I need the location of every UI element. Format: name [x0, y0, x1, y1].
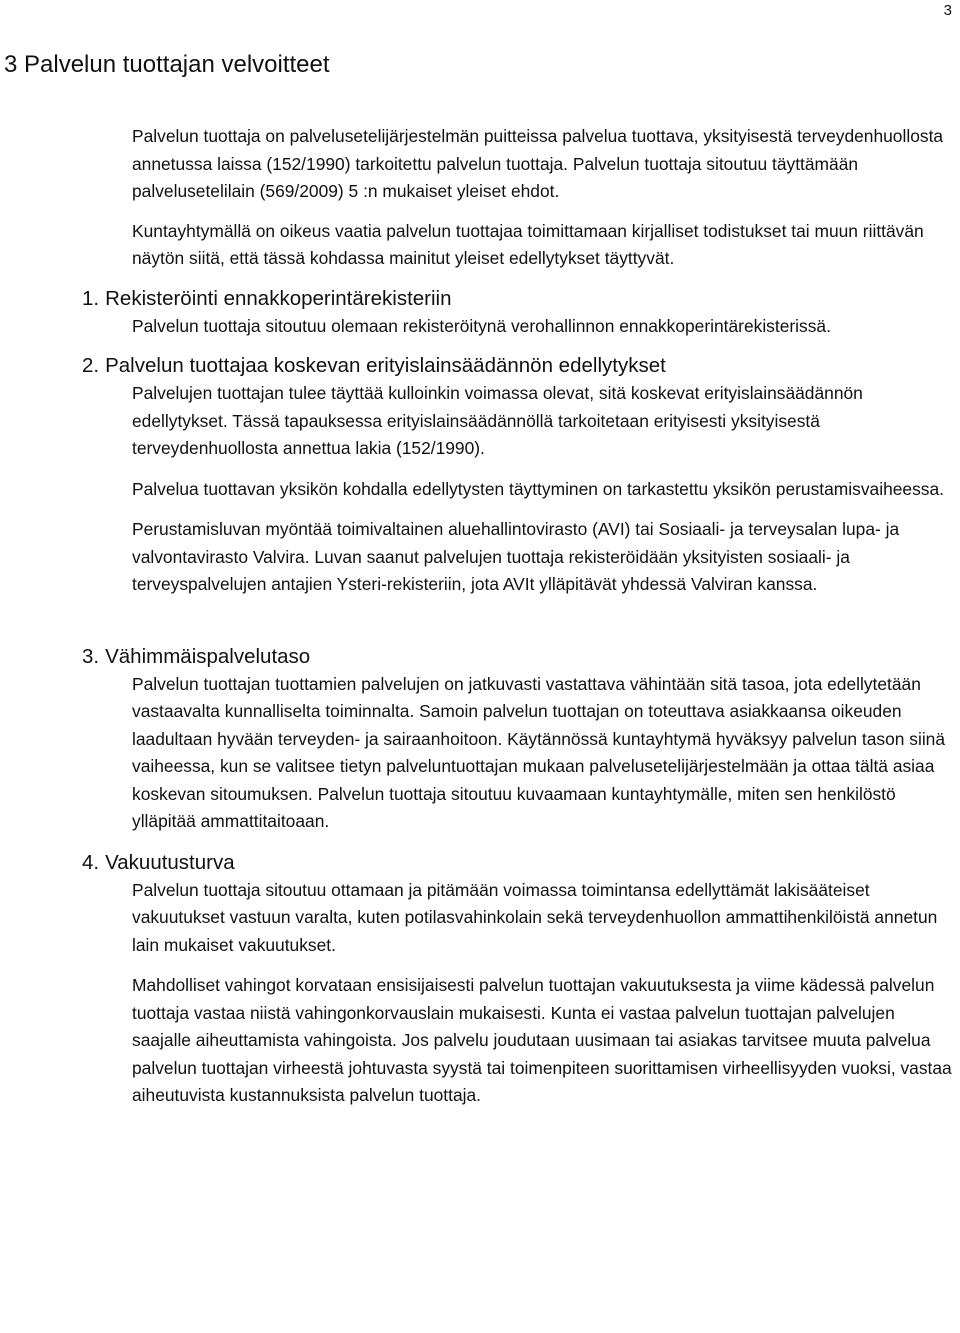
section-1 — [82, 285, 958, 341]
section-heading — [82, 352, 908, 380]
section-paragraph: Perustamisluvan myöntää toimivaltainen aluehallintovirasto (AVI) tai Sosiaali- ja terveysalan lupa- ja valvontavirasto Valvira. Luvan saanut palvelujen tuottaja rekisteröidään yksityisten sosiaali- ja terveyspalvelujen antajien Ysteri-rekisteriin, jota AVIt ylläpitävät yhdessä Valviran kanssa. — [132, 519, 900, 594]
section-paragraph: Palvelun tuottaja sitoutuu ottamaan ja pitämään voimassa toimintansa edellyttämät lakisääteiset vakuutukset vastuun varalta, kuten potilasvahinkolain sekä terveydenhuollon ammattihenkilöistä annetun lain mukaiset vakuutukset. — [132, 879, 938, 955]
section-number: 3. — [82, 644, 100, 668]
section-3 — [82, 643, 958, 836]
page-number: 3 — [943, 2, 952, 19]
section-paragraph: Mahdolliset vahingot korvataan ensisijaisesti palvelun tuottajan vakuutuksesta ja viime kädessä palvelun tuottaja vastaa niistä vahingonkorvauslain mukaisesti. Kunta ei vastaa palvelun tuottajan palvelujen saajalle aiheuttamista vahingoista. Jos palvelu joudutaan uusimaan tai asiakas tarvitsee muuta palvelua palvelun tuottajan virheestä johtuvasta syystä tai toimenpiteen suorittamisen virheellisyyden vuoksi, vastaa aiheutuvista kustannuksista palvelun tuottaja. — [132, 975, 952, 1105]
section-heading — [82, 643, 908, 671]
section-number: 1. — [82, 286, 100, 310]
intro-paragraph: Palvelun tuottaja on palvelusetelijärjestelmän puitteissa palvelua tuottava, yksityisestä terveydenhuollosta annetussa laissa (152/1990) tarkoitettu palvelun tuottaja. Palvelun tuottaja sitoutuu täyttämään palvelusetelilain (569/2009) 5 :n mukaiset yleiset ehdot. — [132, 126, 944, 201]
section-paragraph: Palvelun tuottajan tuottamien palvelujen on jatkuvasti vastattava vähintään sitä tasoa, jota edellytetään vastaavalta kunnalliselta toiminnalta. Samoin palvelun tuottajan on toteuttava asiakkaansa oikeuden laadultaan hyvään terveyden- ja sairaanhoitoon. Käytännössä kuntayhtymä hyväksyy palvelun tason siinä vaiheessa, kun se valitsee tietyn palveluntuottajan mukaan palvelusetelijärjestelmään ja ottaa tältä asiaa koskevan sitoumuksen. Palvelun tuottaja sitoutuu kuvaamaan kuntayhtymälle, miten sen henkilöstö ylläpitää ammattitaitoaan. — [132, 673, 946, 831]
chapter-title: 3 Palvelun tuottajan velvoitteet — [4, 51, 330, 78]
section-heading — [82, 285, 908, 313]
section-2 — [82, 352, 958, 599]
section-title: Palvelun tuottajaa koskevan erityislainsäädännön edellytykset — [105, 354, 666, 377]
section-4 — [82, 849, 958, 1110]
section-title: Vakuutusturva — [105, 850, 235, 874]
section-heading — [82, 849, 908, 877]
section-number: 2. — [82, 354, 100, 377]
document-body — [82, 123, 958, 1110]
section-paragraph: Palvelua tuottavan yksikön kohdalla edellytysten täyttyminen on tarkastettu yksikön perustamisvaiheessa. — [132, 478, 944, 499]
section-number: 4. — [82, 850, 100, 874]
section-title: Rekisteröinti ennakkoperintärekisteriin — [105, 286, 452, 310]
section-paragraph: Palvelun tuottaja sitoutuu olemaan rekisteröitynä verohallinnon ennakkoperintärekisterissä. — [132, 315, 831, 336]
section-title: Vähimmäispalvelutaso — [105, 644, 311, 668]
section-paragraph: Palvelujen tuottajan tulee täyttää kulloinkin voimassa olevat, sitä koskevat erityislainsäädännön edellytykset. Tässä tapauksessa erityislainsäädännöllä tarkoitetaan erityisesti yksityisestä terveydenhuollosta annettua lakia (152/1990). — [132, 383, 863, 458]
intro-paragraph: Kuntayhtymällä on oikeus vaatia palvelun tuottajaa toimittamaan kirjalliset todistukset tai muun riittävän näytön siitä, että tässä kohdassa mainitut yleiset edellytykset täyttyvät. — [132, 220, 924, 268]
